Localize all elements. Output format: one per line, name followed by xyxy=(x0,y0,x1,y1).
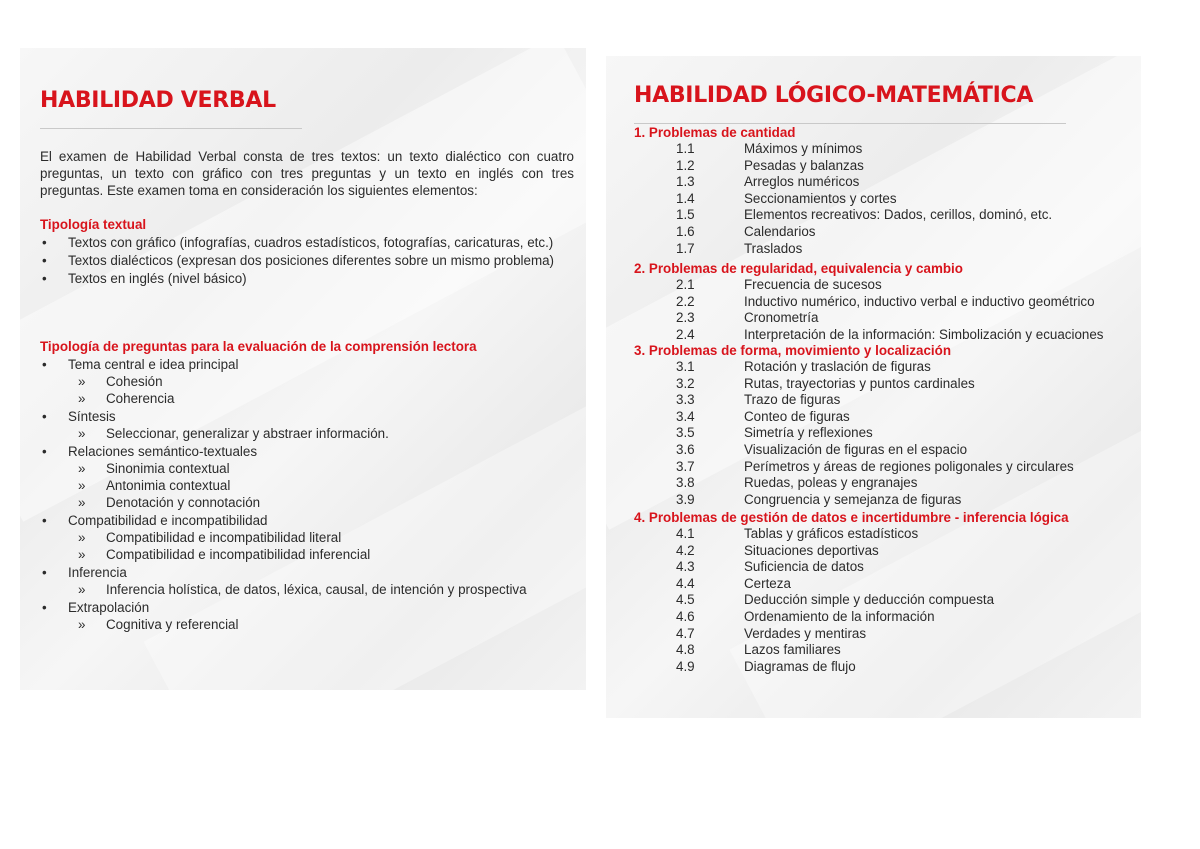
chevron-icon: » xyxy=(78,391,86,406)
sub-list xyxy=(68,581,574,598)
section-item xyxy=(634,327,1134,344)
chevron-icon: » xyxy=(78,461,86,476)
item-text: Rotación y traslación de figuras xyxy=(744,359,931,374)
bullet-icon: • xyxy=(42,253,47,268)
bullet-icon: • xyxy=(42,235,47,250)
item-text: Cronometría xyxy=(744,310,819,326)
section-item xyxy=(634,359,1134,376)
item-number: 4.5 xyxy=(676,592,695,608)
item-text: Arreglos numéricos xyxy=(744,174,860,190)
logico-matematica-title: HABILIDAD LÓGICO-MATEMÁTICA xyxy=(634,83,1034,108)
sub-list xyxy=(68,373,574,407)
item-text: Interpretación de la información: Simbolización y ecuaciones xyxy=(744,326,1104,342)
list-item xyxy=(40,408,574,442)
item-number: 4.8 xyxy=(676,642,695,658)
sub-list xyxy=(68,425,574,442)
sub-list-item-text: Inferencia holística, de datos, léxica, causal, de intención y prospectiva xyxy=(106,582,527,597)
verbal-intro: El examen de Habilidad Verbal consta de tres textos: un texto dialéctico con cuatro preguntas, un texto con gráfico con tres preguntas y un texto en inglés con tres preguntas. Este examen toma en consideración los siguientes elementos: xyxy=(40,149,574,198)
item-text: Conteo de figuras xyxy=(744,408,850,424)
section-item xyxy=(634,310,1134,327)
item-number: 1.7 xyxy=(676,240,695,256)
list-item xyxy=(40,252,574,269)
section-item xyxy=(634,191,1134,208)
sub-list-item-text: Coherencia xyxy=(106,391,175,406)
list-item xyxy=(40,270,574,287)
section-items xyxy=(634,277,1134,343)
item-text: Tablas y gráficos estadísticos xyxy=(744,526,919,541)
sub-list-item xyxy=(68,373,574,390)
item-number: 4.4 xyxy=(676,575,695,591)
item-number: 3.2 xyxy=(676,375,695,391)
list-item xyxy=(40,443,574,511)
list-item-text: Textos en inglés (nivel básico) xyxy=(68,271,247,286)
sub-list xyxy=(68,616,574,633)
section-heading: 3. Problemas de forma, movimiento y localización xyxy=(634,343,952,358)
section-item xyxy=(634,626,1134,643)
section-items xyxy=(634,526,1134,675)
section-heading: 2. Problemas de regularidad, equivalencia y cambio xyxy=(634,261,963,276)
list-item xyxy=(40,356,574,407)
item-number: 2.2 xyxy=(676,293,695,309)
section-item xyxy=(634,442,1134,459)
section-item xyxy=(634,409,1134,426)
item-text: Ruedas, poleas y engranajes xyxy=(744,475,918,491)
item-number: 1.6 xyxy=(676,223,695,239)
bullet-icon: • xyxy=(42,513,47,528)
sub-list-item-text: Compatibilidad e incompatibilidad literal xyxy=(106,530,342,545)
section-item xyxy=(634,224,1134,241)
sub-list-item xyxy=(68,616,574,633)
verbal-title-rule xyxy=(40,128,302,129)
section-item xyxy=(634,241,1134,258)
list-item xyxy=(40,512,574,563)
item-number: 4.3 xyxy=(676,559,695,575)
item-number: 4.2 xyxy=(676,542,695,558)
sub-list-item xyxy=(68,460,574,477)
item-text: Seccionamientos y cortes xyxy=(744,190,897,206)
item-text: Traslados xyxy=(744,240,803,256)
item-text: Frecuencia de sucesos xyxy=(744,277,882,292)
bullet-icon: • xyxy=(42,444,47,459)
list-item xyxy=(40,599,574,633)
item-text: Situaciones deportivas xyxy=(744,542,879,558)
section-item xyxy=(634,526,1134,543)
sub-list-item xyxy=(68,390,574,407)
section-items xyxy=(634,141,1134,257)
chevron-icon: » xyxy=(78,374,86,389)
chevron-icon: » xyxy=(78,426,86,441)
chevron-icon: » xyxy=(78,547,86,562)
item-number: 3.7 xyxy=(676,458,695,474)
sub-list-item-text: Sinonimia contextual xyxy=(106,461,230,476)
item-number: 3.3 xyxy=(676,392,695,408)
section-item xyxy=(634,158,1134,175)
item-number: 3.4 xyxy=(676,408,695,424)
section-item xyxy=(634,294,1134,311)
item-number: 3.6 xyxy=(676,441,695,457)
sub-list-item-text: Cohesión xyxy=(106,374,163,389)
section-heading: 4. Problemas de gestión de datos e incertidumbre - inferencia lógica xyxy=(634,510,1069,525)
sub-list xyxy=(68,529,574,563)
verbal-title: HABILIDAD VERBAL xyxy=(40,88,276,113)
item-text: Deducción simple y deducción compuesta xyxy=(744,592,995,608)
section-item xyxy=(634,659,1134,676)
item-number: 1.2 xyxy=(676,157,695,173)
item-text: Verdades y mentiras xyxy=(744,625,867,641)
item-number: 1.3 xyxy=(676,174,695,190)
section-heading: 1. Problemas de cantidad xyxy=(634,125,796,140)
item-number: 4.7 xyxy=(676,625,695,641)
bullet-icon: • xyxy=(42,271,47,286)
sub-list-item xyxy=(68,425,574,442)
item-number: 2.1 xyxy=(676,277,695,292)
sub-list-item xyxy=(68,529,574,546)
chevron-icon: » xyxy=(78,478,86,493)
section-item xyxy=(634,459,1134,476)
list-item-text: Inferencia xyxy=(68,565,127,580)
item-number: 3.8 xyxy=(676,475,695,491)
item-number: 1.4 xyxy=(676,190,695,206)
item-text: Diagramas de flujo xyxy=(744,658,856,674)
list-item xyxy=(40,234,574,251)
logico-matematica-panel xyxy=(606,56,1141,718)
list-item xyxy=(40,564,574,598)
bullet-icon: • xyxy=(42,357,47,372)
item-text: Congruencia y semejanza de figuras xyxy=(744,491,962,507)
chevron-icon: » xyxy=(78,495,86,510)
tipologia-textual-heading: Tipología textual xyxy=(40,217,147,232)
item-text: Elementos recreativos: Dados, cerillos, dominó, etc. xyxy=(744,207,1053,223)
item-text: Máximos y mínimos xyxy=(744,141,863,156)
item-number: 3.1 xyxy=(676,359,695,374)
item-number: 3.5 xyxy=(676,425,695,441)
section-items xyxy=(634,359,1134,508)
list-item-text: Síntesis xyxy=(68,409,116,424)
section-item xyxy=(634,609,1134,626)
logico-matematica-title-rule xyxy=(634,123,1066,124)
tipologia-preguntas-heading: Tipología de preguntas para la evaluación de la comprensión lectora xyxy=(40,339,477,354)
item-number: 3.9 xyxy=(676,491,695,507)
sub-list-item xyxy=(68,477,574,494)
item-number: 2.4 xyxy=(676,326,695,342)
chevron-icon: » xyxy=(78,530,86,545)
tipologia-preguntas-list xyxy=(40,356,574,633)
section-item xyxy=(634,576,1134,593)
list-item-text: Textos con gráfico (infografías, cuadros estadísticos, fotografías, caricaturas, etc.) xyxy=(68,235,554,250)
item-text: Perímetros y áreas de regiones poligonales y circulares xyxy=(744,458,1074,474)
list-item-text: Textos dialécticos (expresan dos posiciones diferentes sobre un mismo problema) xyxy=(68,253,555,268)
item-number: 1.1 xyxy=(676,141,695,156)
item-number: 4.6 xyxy=(676,608,695,624)
bullet-icon: • xyxy=(42,565,47,580)
sub-list xyxy=(68,460,574,511)
section-item xyxy=(634,642,1134,659)
section-item xyxy=(634,277,1134,294)
section-item xyxy=(634,376,1134,393)
tipologia-textual-list xyxy=(40,234,574,287)
item-text: Certeza xyxy=(744,575,791,591)
item-text: Rutas, trayectorias y puntos cardinales xyxy=(744,375,975,391)
sub-list-item-text: Cognitiva y referencial xyxy=(106,617,239,632)
chevron-icon: » xyxy=(78,617,86,632)
item-text: Pesadas y balanzas xyxy=(744,157,864,173)
item-text: Inductivo numérico, inductivo verbal e inductivo geométrico xyxy=(744,293,1095,309)
item-number: 2.3 xyxy=(676,310,695,326)
item-number: 4.9 xyxy=(676,658,695,674)
sub-list-item-text: Seleccionar, generalizar y abstraer información. xyxy=(106,426,389,441)
section-item xyxy=(634,559,1134,576)
section-item xyxy=(634,592,1134,609)
verbal-panel xyxy=(20,48,586,690)
bullet-icon: • xyxy=(42,409,47,424)
list-item-text: Compatibilidad e incompatibilidad xyxy=(68,513,268,528)
sub-list-item xyxy=(68,494,574,511)
section-item xyxy=(634,174,1134,191)
list-item-text: Tema central e idea principal xyxy=(68,357,239,372)
chevron-icon: » xyxy=(78,582,86,597)
sub-list-item-text: Compatibilidad e incompatibilidad inferencial xyxy=(106,547,371,562)
item-text: Calendarios xyxy=(744,223,816,239)
sub-list-item xyxy=(68,581,574,598)
sub-list-item-text: Denotación y connotación xyxy=(106,495,261,510)
sub-list-item-text: Antonimia contextual xyxy=(106,478,231,493)
list-item-text: Extrapolación xyxy=(68,600,150,615)
section-item xyxy=(634,475,1134,492)
item-text: Trazo de figuras xyxy=(744,392,841,408)
section-item xyxy=(634,492,1134,509)
item-text: Ordenamiento de la información xyxy=(744,608,935,624)
section-item xyxy=(634,392,1134,409)
item-text: Simetría y reflexiones xyxy=(744,425,873,441)
item-text: Lazos familiares xyxy=(744,642,841,658)
bullet-icon: • xyxy=(42,600,47,615)
item-text: Suficiencia de datos xyxy=(744,559,864,575)
item-text: Visualización de figuras en el espacio xyxy=(744,441,968,457)
section-item xyxy=(634,141,1134,158)
item-number: 1.5 xyxy=(676,207,695,223)
section-item xyxy=(634,543,1134,560)
sub-list-item xyxy=(68,546,574,563)
section-item xyxy=(634,207,1134,224)
section-item xyxy=(634,425,1134,442)
list-item-text: Relaciones semántico-textuales xyxy=(68,444,258,459)
item-number: 4.1 xyxy=(676,526,695,541)
